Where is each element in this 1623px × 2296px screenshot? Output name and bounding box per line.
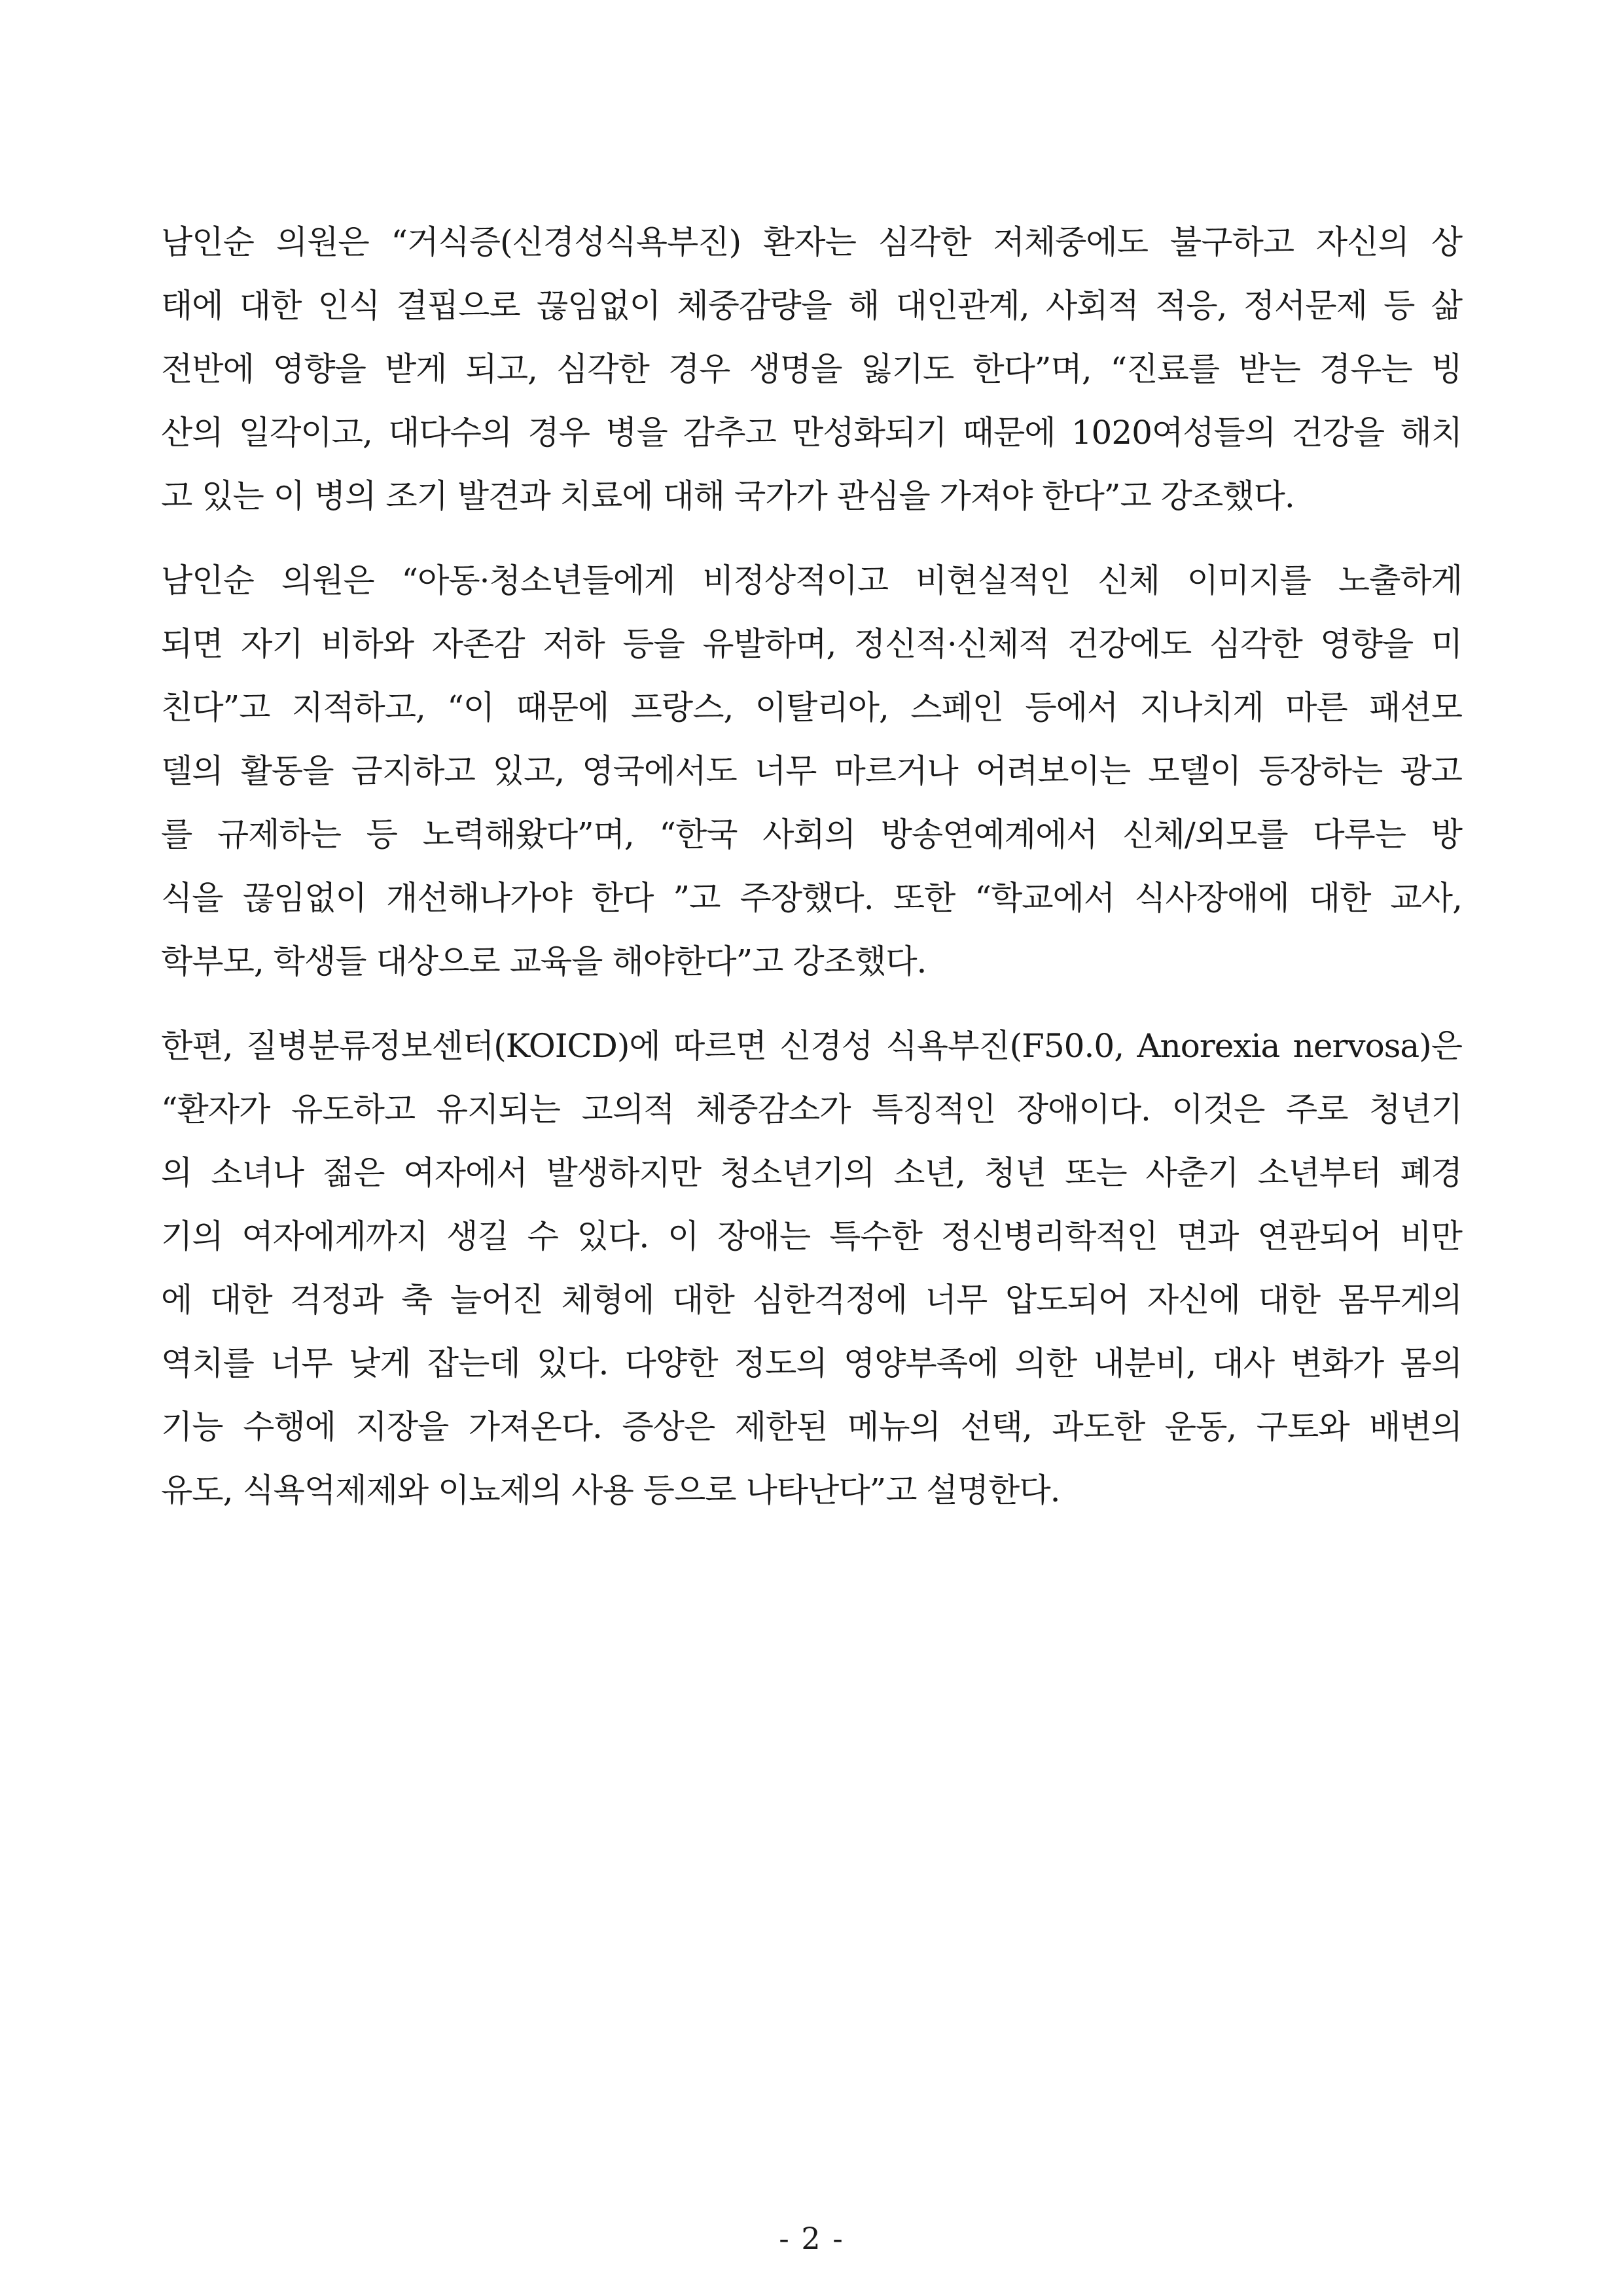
paragraph-1 (161, 211, 1462, 528)
page-number: - 2 - (779, 2221, 844, 2256)
text-line: 태에 대한 인식 결핍으로 끊임없이 체중감량을 해 대인관계, 사회적 적응, 정서문제 등 삶 (161, 287, 1462, 325)
text-line: 남인순 의원은 “아동·청소년들에게 비정상적이고 비현실적인 신체 이미지를 노출하게 (161, 562, 1462, 600)
text-line: 역치를 너무 낮게 잡는데 있다. 다양한 정도의 영양부족에 의한 내분비, 대사 변화가 몸의 (161, 1344, 1462, 1382)
text-line: 되면 자기 비하와 자존감 저하 등을 유발하며, 정신적·신체적 건강에도 심각한 영향을 미 (161, 625, 1462, 663)
text-line: 의 소녀나 젊은 여자에서 발생하지만 청소년기의 소년, 청년 또는 사춘기 소년부터 폐경 (161, 1154, 1462, 1192)
text-line: 기의 여자에게까지 생길 수 있다. 이 장애는 특수한 정신병리학적인 면과 연관되어 비만 (161, 1217, 1462, 1255)
body-text (161, 211, 1462, 1543)
paragraph-3 (161, 1014, 1462, 1522)
paragraph-2 (161, 549, 1462, 994)
text-line: 기능 수행에 지장을 가져온다. 증상은 제한된 메뉴의 선택, 과도한 운동, 구토와 배변의 (161, 1408, 1462, 1446)
text-line: 한편, 질병분류정보센터(KOICD)에 따르면 신경성 식욕부진(F50.0, Anorexia nervosa)은 (161, 1027, 1462, 1065)
text-line: “환자가 유도하고 유지되는 고의적 체중감소가 특징적인 장애이다. 이것은 주로 청년기 (161, 1090, 1462, 1128)
text-line: 에 대한 걱정과 축 늘어진 체형에 대한 심한걱정에 너무 압도되어 자신에 대한 몸무게의 (161, 1281, 1462, 1319)
text-line: 친다”고 지적하고, “이 때문에 프랑스, 이탈리아, 스페인 등에서 지나치게 마른 패션모 (161, 689, 1462, 726)
text-line: 유도, 식욕억제제와 이뇨제의 사용 등으로 나타난다”고 설명한다. (161, 1471, 1060, 1509)
text-line: 전반에 영향을 받게 되고, 심각한 경우 생명을 잃기도 한다”며, “진료를 받는 경우는 빙 (161, 350, 1462, 388)
text-line: 산의 일각이고, 대다수의 경우 병을 감추고 만성화되기 때문에 1020여성들의 건강을 해치 (161, 414, 1462, 452)
text-line: 남인순 의원은 “거식증(신경성식욕부진) 환자는 심각한 저체중에도 불구하고 자신의 상 (161, 223, 1462, 261)
text-line: 델의 활동을 금지하고 있고, 영국에서도 너무 마르거나 어려보이는 모델이 등장하는 광고 (161, 752, 1462, 790)
text-line: 고 있는 이 병의 조기 발견과 치료에 대해 국가가 관심을 가져야 한다”고 강조했다. (161, 477, 1294, 515)
text-line: 학부모, 학생들 대상으로 교육을 해야한다”고 강조했다. (161, 942, 927, 980)
text-line: 식을 끊임없이 개선해나가야 한다 ”고 주장했다. 또한 “학교에서 식사장애에 대한 교사, (161, 879, 1462, 917)
text-line: 를 규제하는 등 노력해왔다”며, “한국 사회의 방송연예계에서 신체/외모를 다루는 방 (161, 816, 1462, 853)
